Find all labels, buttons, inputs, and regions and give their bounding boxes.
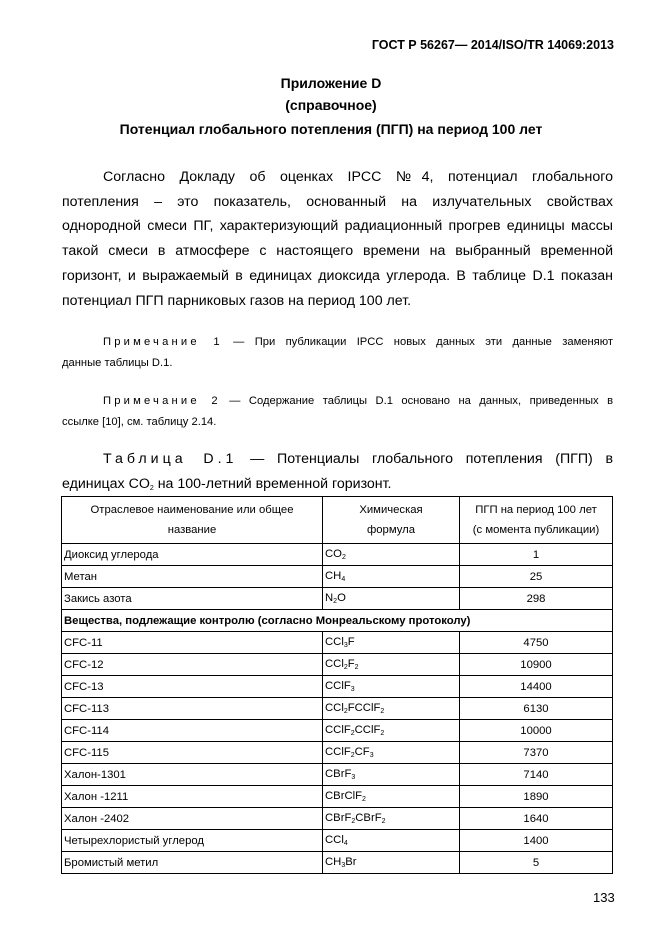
caption-line [62, 447, 613, 472]
cell-formula [323, 698, 460, 720]
note-1 [62, 332, 613, 374]
formula-text: CF [354, 746, 370, 758]
cell-name: Бромистый метил [62, 852, 323, 874]
caption-subscript: 2 [149, 485, 154, 492]
cell-gwp: 1400 [460, 830, 613, 852]
table-row [62, 720, 613, 742]
document-header: ГОСТ Р 56267— 2014/ISO/TR 14069:2013 [371, 38, 614, 52]
paragraph-line: горизонт, и выражаемый в единицах диоксида углерода. В таблице D.1 показан [62, 267, 613, 284]
cell-gwp: 7370 [460, 742, 613, 764]
formula-subscript: 2 [380, 708, 385, 715]
formula-subscript: 2 [343, 664, 348, 671]
note-line [62, 332, 613, 353]
formula-text: CO [325, 548, 342, 560]
formula-subscript: 2 [341, 554, 346, 561]
group-row [62, 610, 613, 632]
formula-subscript: 2 [351, 818, 356, 825]
cell-gwp: 10900 [460, 654, 613, 676]
formula-text: CCl [325, 636, 344, 648]
formula-subscript: 2 [350, 730, 355, 737]
formula-subscript: 3 [341, 862, 346, 869]
formula-text: CClF [325, 724, 351, 736]
formula-subscript: 3 [351, 774, 356, 781]
cell-formula [323, 742, 460, 764]
caption-text: единицах CO [62, 476, 150, 492]
note-label: Примечание 1 [103, 336, 223, 348]
note-line: ссылке [10], см. таблицу 2.14. [62, 416, 217, 428]
formula-text: O [337, 592, 346, 604]
cell-formula [323, 852, 460, 874]
formula-text: F [347, 658, 355, 670]
cell-gwp: 10000 [460, 720, 613, 742]
header-line: название [167, 524, 217, 536]
header-name [62, 497, 323, 544]
cell-formula [323, 632, 460, 654]
cell-formula [323, 830, 460, 852]
paragraph-line: такой смеси в атмосфере с настоящего времени на выбранный временной [62, 243, 613, 260]
page-number: 133 [593, 890, 615, 905]
formula-text: CH [325, 856, 342, 868]
cell-name: Четырехлористый углерод [62, 830, 323, 852]
formula-subscript: 2 [343, 708, 348, 715]
group-label: Вещества, подлежащие контролю (согласно Монреальскому протоколу) [62, 610, 613, 632]
table-body-controlled [62, 632, 613, 874]
table-caption [62, 447, 613, 501]
cell-name: Диоксид углерода [62, 544, 323, 566]
cell-name: Закись азота [62, 588, 323, 610]
caption-text: — Потенциалы глобального потепления (ПГП) в [237, 451, 613, 467]
cell-name: CFC-115 [62, 742, 323, 764]
cell-gwp: 14400 [460, 676, 613, 698]
table-row [62, 544, 613, 566]
formula-subscript: 2 [381, 818, 386, 825]
cell-formula [323, 786, 460, 808]
formula-subscript: 3 [369, 752, 374, 759]
cell-name: CFC-114 [62, 720, 323, 742]
note-2 [62, 391, 613, 433]
cell-gwp: 7140 [460, 764, 613, 786]
formula-text: CBrClF [325, 790, 363, 802]
cell-name: CFC-11 [62, 632, 323, 654]
formula-text: CClF [325, 746, 351, 758]
formula-subscript: 2 [350, 752, 355, 759]
formula-subscript: 4 [343, 840, 348, 847]
cell-name: Халон-1301 [62, 764, 323, 786]
paragraph-line: Согласно Докладу об оценках IPCC №4, потенциал глобального [103, 169, 613, 185]
table-row [62, 830, 613, 852]
table-row [62, 742, 613, 764]
cell-formula [323, 720, 460, 742]
table-row [62, 786, 613, 808]
formula-subscript: 4 [341, 576, 346, 583]
formula-text: CBrF [325, 768, 352, 780]
formula-text: CCl [325, 658, 344, 670]
cell-gwp: 6130 [460, 698, 613, 720]
formula-subscript: 2 [333, 598, 338, 605]
header-line: ПГП на период 100 лет [475, 504, 597, 516]
table-row [62, 588, 613, 610]
cell-name: Халон -2402 [62, 808, 323, 830]
cell-gwp: 1890 [460, 786, 613, 808]
table-row [62, 632, 613, 654]
cell-gwp: 25 [460, 566, 613, 588]
caption-text: на 100-летний временной горизонт. [153, 476, 392, 492]
table-group [62, 610, 613, 632]
cell-formula [323, 566, 460, 588]
table-row [62, 654, 613, 676]
formula-subscript: 2 [362, 796, 366, 803]
paragraph-line: потенциал ПГП парниковых газов на период 100 лет. [62, 292, 412, 309]
cell-formula [323, 588, 460, 610]
table-row [62, 566, 613, 588]
cell-gwp: 5 [460, 852, 613, 874]
cell-gwp: 1640 [460, 808, 613, 830]
note-line: данные таблицы D.1. [62, 357, 173, 369]
cell-gwp: 298 [460, 588, 613, 610]
table-header-row [62, 497, 613, 544]
table-row [62, 698, 613, 720]
formula-text: F [347, 636, 355, 648]
header-formula [323, 497, 460, 544]
formula-subscript: 3 [350, 686, 355, 693]
cell-name: CFC-113 [62, 698, 323, 720]
paragraph-line: однородной смеси ПГ, характеризующий радиационный прогрев единицы массы [62, 218, 613, 235]
note-label: Примечание 2 [103, 395, 221, 407]
formula-text: FCClF [347, 702, 381, 714]
paragraph-line: потепления – это показатель, основанный на излучательных свойствах [62, 193, 613, 210]
formula-subscript: 3 [343, 642, 348, 649]
header-line: Отраслевое наименование или общее [90, 504, 294, 516]
cell-name: CFC-13 [62, 676, 323, 698]
caption-label: Таблица D.1 [103, 451, 238, 467]
formula-subscript: 2 [354, 664, 359, 671]
cell-formula [323, 676, 460, 698]
table-row [62, 852, 613, 874]
note-text: — Содержание таблицы D.1 основано на данных, приведенных в [220, 395, 614, 407]
header-line: Химическая [359, 504, 423, 516]
formula-text: CBrF [355, 812, 382, 824]
appendix-subtitle: (справочное) [285, 97, 377, 113]
formula-subscript: 2 [380, 730, 385, 737]
table-row [62, 764, 613, 786]
header-line: формула [366, 524, 416, 536]
formula-text: Br [345, 856, 357, 868]
header-gwp [460, 497, 613, 544]
gwp-table [61, 496, 613, 874]
intro-paragraph [62, 165, 613, 313]
cell-gwp: 1 [460, 544, 613, 566]
formula-text: CH [325, 570, 342, 582]
cell-name: Метан [62, 566, 323, 588]
cell-formula [323, 808, 460, 830]
appendix-heading: Потенциал глобального потепления (ПГП) на период 100 лет [119, 121, 543, 137]
appendix-title: Приложение D [280, 75, 382, 91]
table-row [62, 808, 613, 830]
cell-formula [323, 764, 460, 786]
formula-text: CCl [325, 702, 344, 714]
cell-gwp: 4750 [460, 632, 613, 654]
cell-formula [323, 654, 460, 676]
cell-formula [323, 544, 460, 566]
note-line [62, 391, 613, 412]
formula-text: N [325, 592, 334, 604]
formula-text: CClF [325, 680, 351, 692]
cell-name: Халон -1211 [62, 786, 323, 808]
table-body-main [62, 544, 613, 610]
formula-text: CBrF [325, 812, 352, 824]
formula-text: CClF [354, 724, 381, 736]
formula-text: CCl [325, 834, 344, 846]
note-text: — При публикации IPCC новых данных эти данные заменяют [222, 336, 614, 348]
header-line: (с момента публикации) [472, 524, 600, 536]
cell-name: CFC-12 [62, 654, 323, 676]
table-row [62, 676, 613, 698]
